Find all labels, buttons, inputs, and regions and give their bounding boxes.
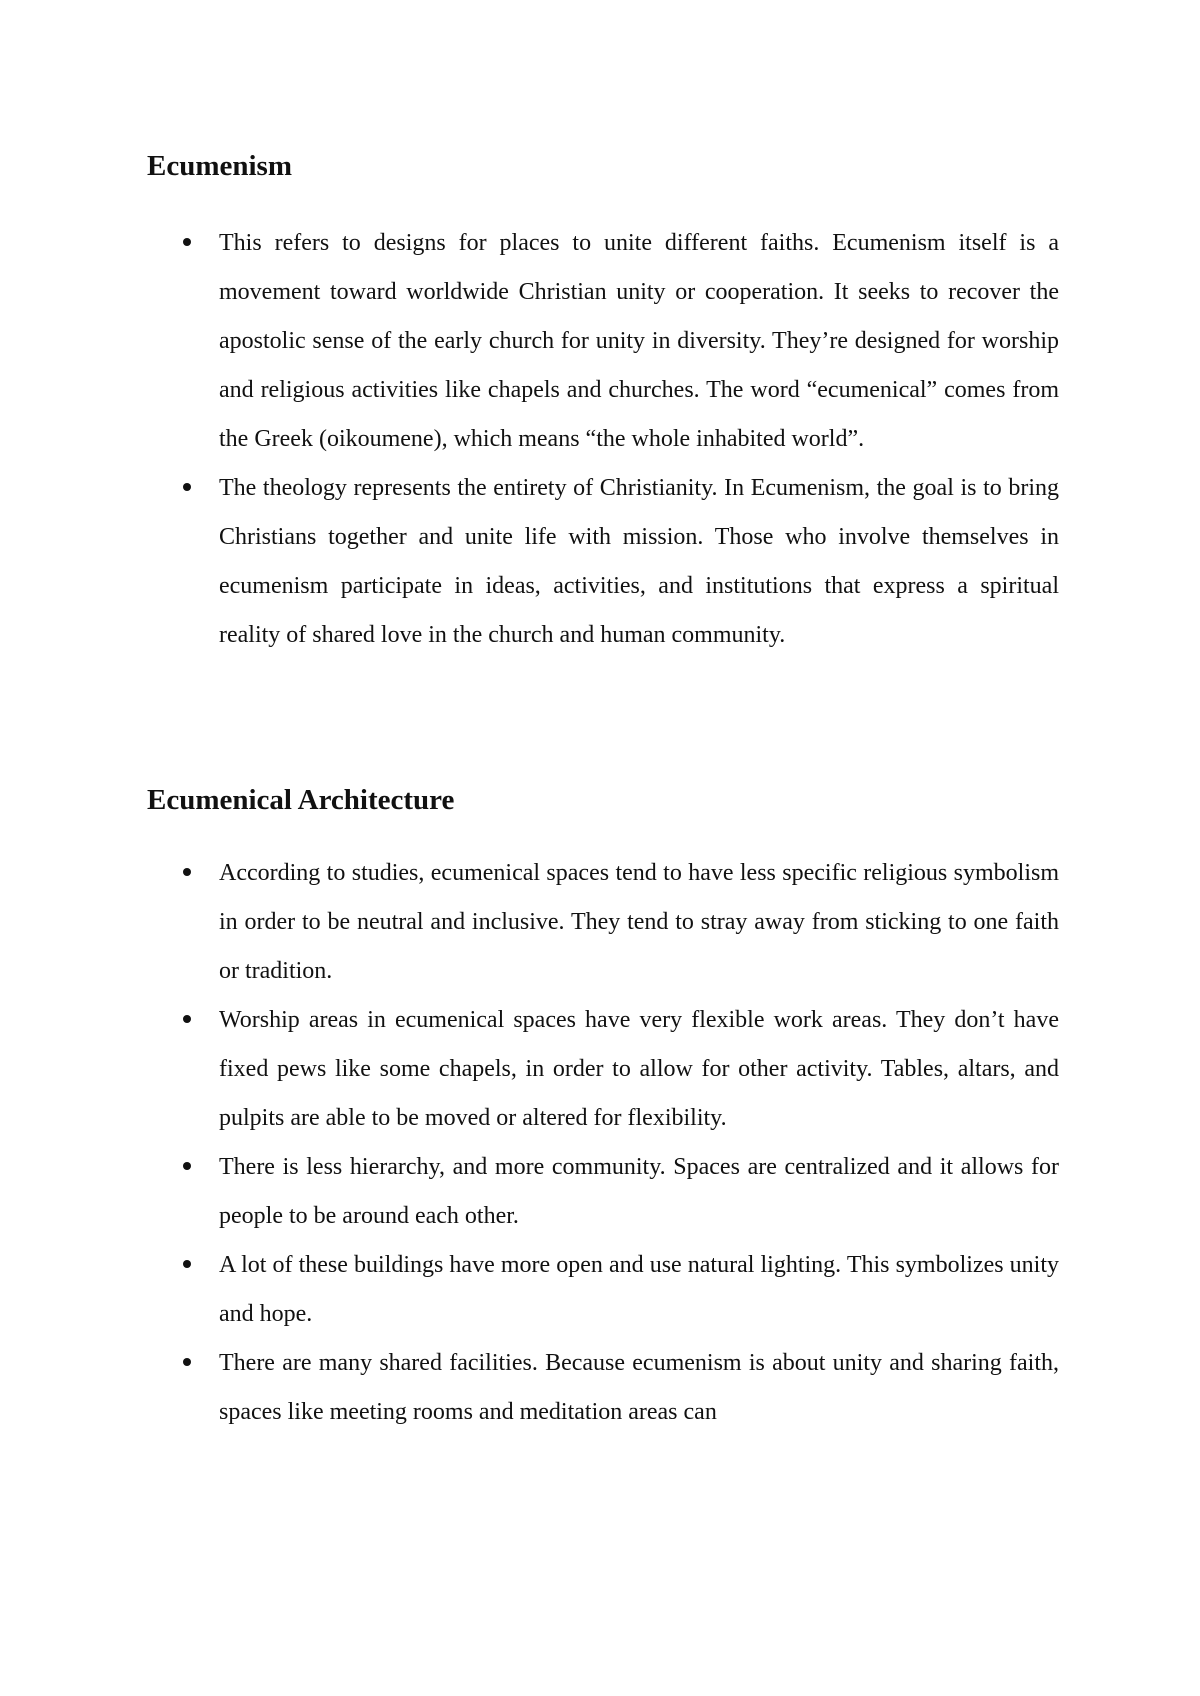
list-item: [0, 1339, 1200, 1437]
bullet-icon: [183, 1358, 191, 1366]
list-item: [0, 1241, 1200, 1339]
bullet-icon: [183, 1260, 191, 1268]
list-item: [0, 849, 1200, 996]
ecumenism-bullet-list: [0, 219, 1200, 660]
bullet-icon: [183, 483, 191, 491]
list-item-text: A lot of these buildings have more open and use natural lighting. This symbolizes unity and hope.: [219, 1252, 1059, 1327]
list-item: [0, 1143, 1200, 1241]
bullet-icon: [183, 1015, 191, 1023]
bullet-icon: [183, 238, 191, 246]
bullet-icon: [183, 868, 191, 876]
list-item-text: There is less hierarchy, and more community. Spaces are centralized and it allows for people to be around each other.: [219, 1154, 1059, 1229]
list-item-text: According to studies, ecumenical spaces tend to have less specific religious symbolism in order to be neutral and inclusive. They tend to stray away from sticking to one faith or tradition.: [219, 860, 1059, 984]
list-item-text: This refers to designs for places to unite different faiths. Ecumenism itself is a movement toward worldwide Christian unity or cooperation. It seeks to recover the apostolic sense of the early church for unity in diversity. They’re designed for worship and religious activities like chapels and churches. The word “ecumenical” comes from the Greek (oikoumene), which means “the whole inhabited world”.: [219, 230, 1059, 452]
list-item: [0, 219, 1200, 464]
bullet-icon: [183, 1162, 191, 1170]
list-item-text: There are many shared facilities. Because ecumenism is about unity and sharing faith, spaces like meeting rooms and meditation areas can: [219, 1350, 1059, 1425]
list-item-text: Worship areas in ecumenical spaces have very flexible work areas. They don’t have fixed pews like some chapels, in order to allow for other activity. Tables, altars, and pulpits are able to be moved or altered for flexibility.: [219, 1007, 1059, 1131]
list-item: [0, 996, 1200, 1143]
section-heading-ecumenical-architecture: Ecumenical Architecture: [147, 784, 455, 816]
section-heading-ecumenism: Ecumenism: [147, 150, 292, 182]
list-item-text: The theology represents the entirety of Christianity. In Ecumenism, the goal is to bring Christians together and unite life with mission. Those who involve themselves in ecumenism participate in ideas, activities, and institutions that express a spiritual reality of shared love in the church and human community.: [219, 475, 1059, 648]
list-item: [0, 464, 1200, 660]
ecumenical-architecture-bullet-list: [0, 849, 1200, 1437]
